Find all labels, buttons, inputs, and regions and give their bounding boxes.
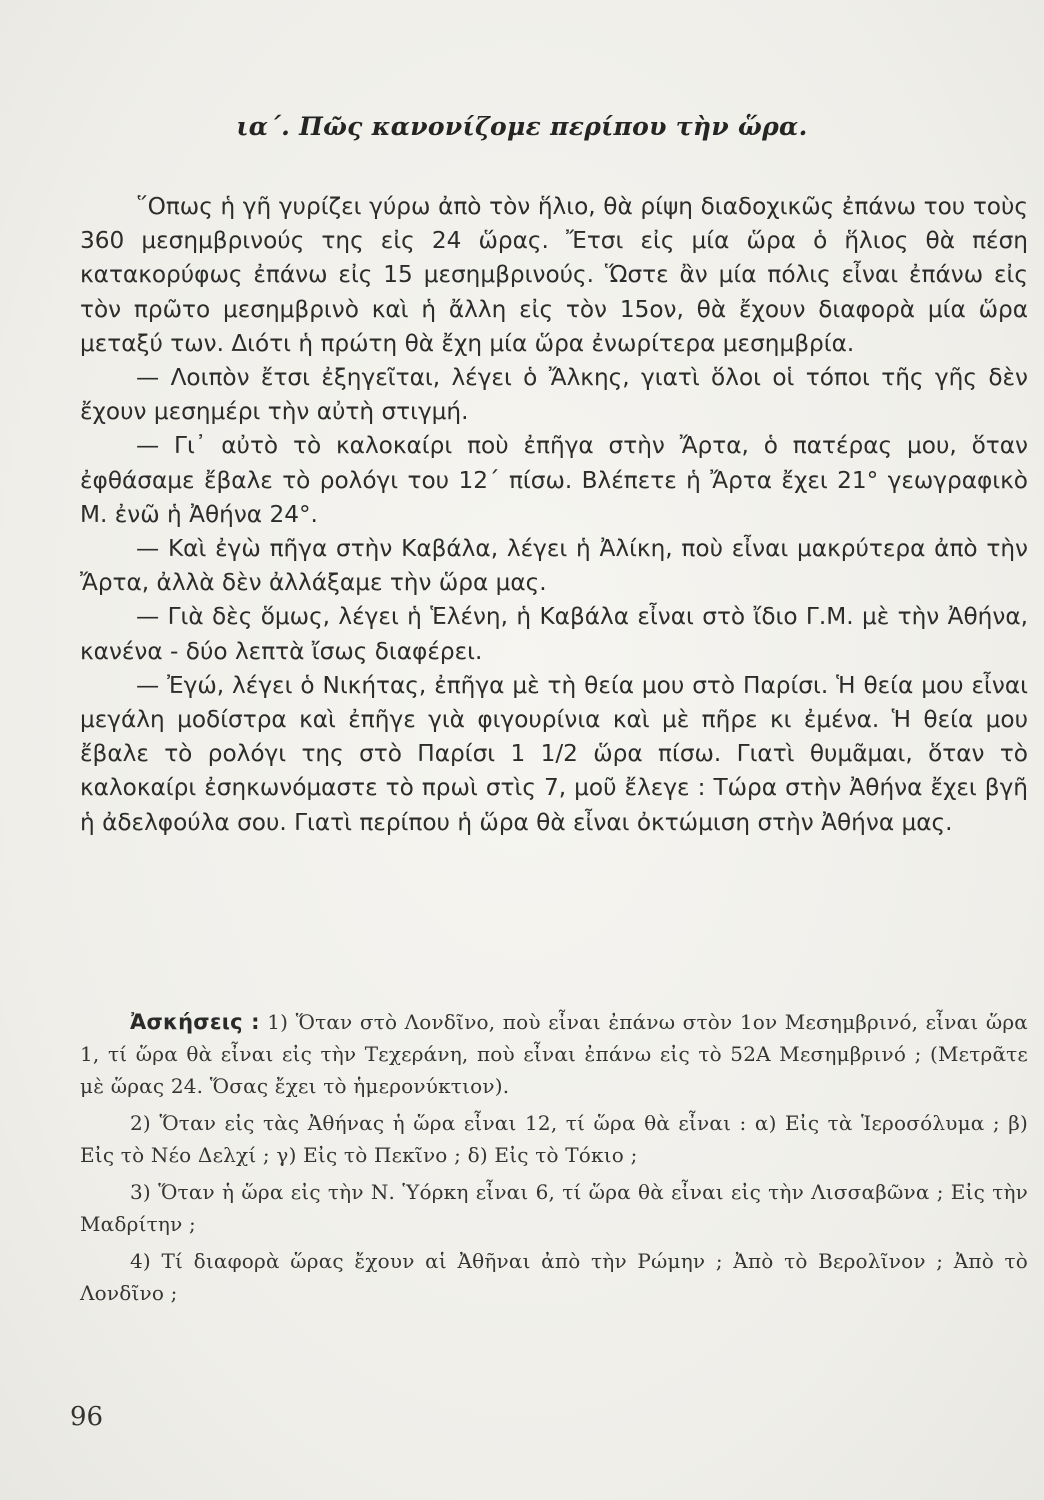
exercises-section bbox=[80, 1006, 1028, 1314]
paragraph-alkis: — Λοιπὸν ἔτσι ἐξηγεῖται, λέγει ὁ Ἄλκης, γιατὶ ὅλοι οἱ τόποι τῆς γῆς δὲν ἔχουν μεσημέρι τὴν αὐτὴ στιγμή. bbox=[80, 364, 1028, 426]
page-number: 96 bbox=[70, 1402, 104, 1432]
exercise-text-1: 1) Ὅταν στὸ Λονδῖνο, ποὺ εἶναι ἐπάνω στὸν 1ον Μεσημβρινό, εἶναι ὥρα 1, τί ὥρα θὰ εἶναι εἰς τὴν Τεχεράνη, ποὺ εἶναι ἐπάνω εἰς τὸ 52Α Μεσημβρινό ; (Μετρᾶτε μὲ ὥρας 24. Ὅσας ἔχει τὸ ἡμερονύκτιον). bbox=[80, 1010, 1028, 1098]
paragraph-nikitas: — Ἐγώ, λέγει ὁ Νικήτας, ἐπῆγα μὲ τὴ θεία μου στὸ Παρίσι. Ἡ θεία μου εἶναι μεγάλη μοδίστρα καὶ ἐπῆγε γιὰ φιγουρίνια καὶ μὲ πῆρε κι ἐμένα. Ἡ θεία μου ἔβαλε τὸ ρολόγι της στὸ Παρίσι 1 1/2 ὥρα πίσω. Γιατὶ θυμᾶμαι, ὅταν τὸ καλοκαίρι ἐσηκωνόμαστε τὸ πρωὶ στὶς 7, μοῦ ἔλεγε : Τώρα στὴν Ἀθήνα ἔχει βγῆ ἡ ἀδελφούλα σου. Γιατὶ περίπου ἡ ὥρα θὰ εἶναι ὀκτώμιση στὴν Ἀθήνα μας. bbox=[80, 671, 1028, 836]
paragraph-intro: ῞Οπως ἡ γῆ γυρίζει γύρω ἀπὸ τὸν ἥλιο, θὰ ρίψη διαδοχικῶς ἐπάνω του τοὺς 360 μεσημβρινούς της εἰς 24 ὥρας. Ἔτσι εἰς μία ὥρα ὁ ἥλιος θὰ πέση κατακορύφως ἐπάνω εἰς 15 μεσημβρινούς. Ὥστε ἂν μία πόλις εἶναι ἐπάνω εἰς τὸν πρῶτο μεσημβρινὸ καὶ ἡ ἄλλη εἰς τὸν 15ον, θὰ ἔχουν διαφορὰ μία ὥρα μεταξύ των. Διότι ἡ πρώτη θὰ ἔχη μία ὥρα ἐνωρίτερα μεσημβρία. bbox=[80, 193, 1028, 357]
paragraph-arta: — Γι᾽ αὐτὸ τὸ καλοκαίρι ποὺ ἐπῆγα στὴν Ἄρτα, ὁ πατέρας μου, ὅταν ἐφθάσαμε ἔβαλε τὸ ρολόγι του 12΄ πίσω. Βλέπετε ἡ Ἄρτα ἔχει 21° γεωγραφικὸ Μ. ἐνῶ ἡ Ἀθήνα 24°. bbox=[80, 432, 1028, 528]
exercise-item-3: 3) Ὅταν ἡ ὥρα εἰς τὴν Ν. Ὑόρκη εἶναι 6, τί ὥρα θὰ εἶναι εἰς τὴν Λισσαβῶνα ; Εἰς τὴν Μαδρίτην ; bbox=[80, 1180, 1028, 1236]
exercise-item-2: 2) Ὅταν εἰς τὰς Ἀθήνας ἡ ὥρα εἶναι 12, τί ὥρα θὰ εἶναι : α) Εἰς τὰ Ἱεροσόλυμα ; β) Εἰς τὸ Νέο Δελχί ; γ) Εἰς τὸ Πεκῖνο ; δ) Εἰς τὸ Τόκιο ; bbox=[80, 1111, 1028, 1167]
main-text bbox=[80, 190, 1028, 840]
exercise-item-4: 4) Τί διαφορὰ ὥρας ἔχουν αἱ Ἀθῆναι ἀπὸ τὴν Ρώμην ; Ἀπὸ τὸ Βερολῖνον ; Ἀπὸ τὸ Λονδῖνο ; bbox=[80, 1249, 1028, 1305]
exercise-item-1 bbox=[80, 1006, 1028, 1102]
paragraph-aliki: — Καὶ ἐγὼ πῆγα στὴν Καβάλα, λέγει ἡ Ἀλίκη, ποὺ εἶναι μακρύτερα ἀπὸ τὴν Ἄρτα, ἀλλὰ δὲν ἀλλάξαμε τὴν ὥρα μας. bbox=[80, 535, 1028, 597]
exercises-heading: Ἀσκήσεις : bbox=[130, 1010, 260, 1034]
section-title: ια΄. Πῶς κανονίζομε περίπου τὴν ὥρα. bbox=[236, 112, 808, 141]
paragraph-eleni: — Γιὰ δὲς ὅμως, λέγει ἡ Ἑλένη, ἡ Καβάλα εἶναι στὸ ἴδιο Γ.Μ. μὲ τὴν Ἀθήνα, κανένα - δύο λεπτὰ ἴσως διαφέρει. bbox=[80, 603, 1028, 665]
